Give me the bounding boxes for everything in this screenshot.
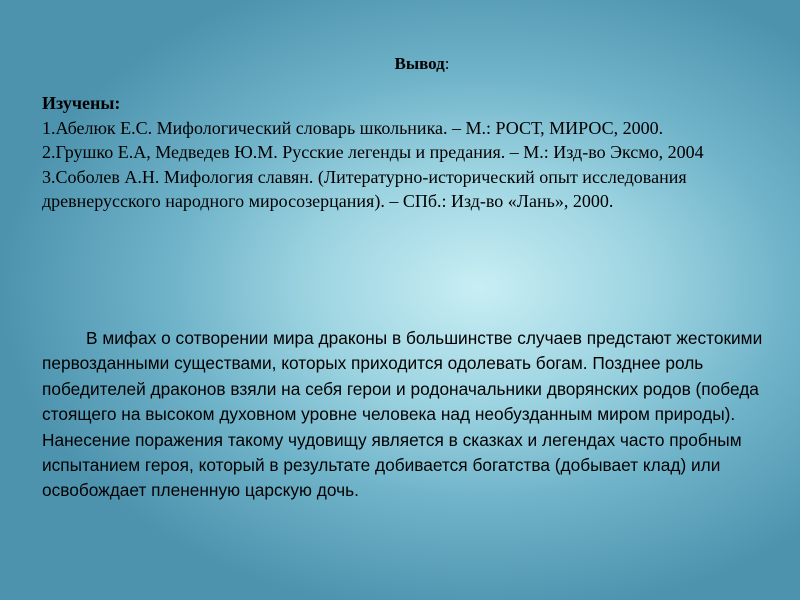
reference-item: 3.Соболев А.Н. Мифология славян. (Литературно-исторический опыт исследования древнерусского народного миросозерцания). – СПб.: Изд-во «Лань», 2000. bbox=[42, 166, 687, 212]
references-block bbox=[42, 91, 762, 214]
references-heading: Изучены: bbox=[42, 93, 121, 113]
slide-title bbox=[0, 54, 800, 74]
conclusion-paragraph: В мифах о сотворении мира драконы в большинстве случаев предстают жестокими первозданными существами, которых приходится одолевать богам. Позднее роль победителей драконов взяли на себя герои и родоначальники дворянских родов (победа стоящего на высоком духовном уровне человека над необузданным миром природы). Нанесение поражения такому чудовищу является в сказках и легендах часто пробным испытанием героя, который в результате добивается богатства (добывает клад) или освобождает плененную царскую дочь. bbox=[42, 328, 763, 501]
slide-title-bold: Вывод bbox=[394, 54, 445, 73]
reference-item: 1.Абелюк Е.С. Мифологический словарь школьника. – М.: РОСТ, МИРОС, 2000. bbox=[42, 117, 664, 138]
slide-title-suffix: : bbox=[444, 54, 450, 73]
reference-item: 2.Грушко Е.А, Медведев Ю.М. Русские легенды и предания. – М.: Изд-во Эксмо, 2004 bbox=[42, 142, 704, 163]
